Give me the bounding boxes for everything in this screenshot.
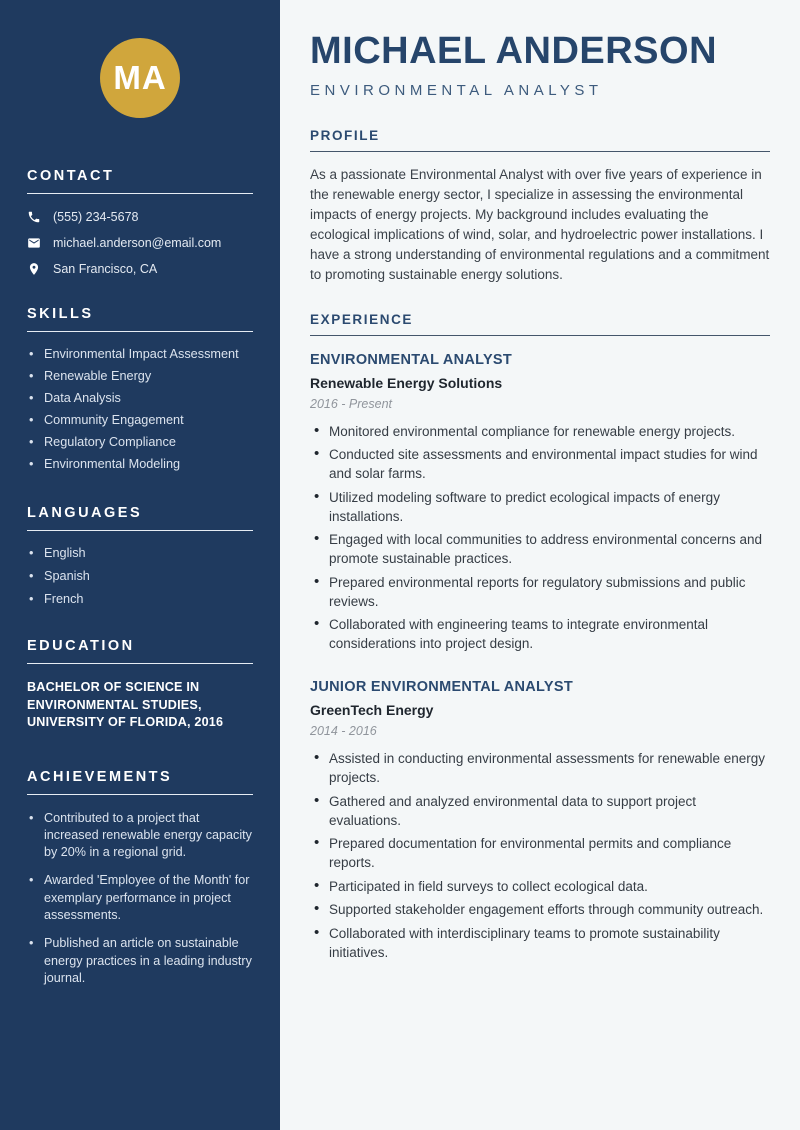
- avatar-initials: MA: [113, 59, 167, 96]
- contact-location-row: [27, 261, 253, 276]
- job-company: Renewable Energy Solutions: [310, 374, 503, 391]
- job-dates: 2016 - Present: [310, 396, 392, 411]
- job-bullet-item: • Participated in field surveys to collect ecological data.: [310, 877, 770, 896]
- job-bullet-item: • Prepared environmental reports for regulatory submissions and public reviews.: [310, 573, 770, 611]
- achievement-item: • Published an article on sustainable energy practices in a leading industry journal.: [27, 935, 253, 987]
- email-value: michael.anderson@email.com: [53, 235, 222, 250]
- location-value: San Francisco, CA: [53, 261, 158, 276]
- job-bullet-item: • Assisted in conducting environmental assessments for renewable energy projects.: [310, 749, 770, 787]
- job-entry-2: [310, 679, 770, 962]
- skill-item: • Environmental Impact Assessment: [27, 347, 253, 362]
- job-bullet-item: • Conducted site assessments and environmental impact studies for wind and solar farms.: [310, 445, 770, 483]
- sidebar: [0, 0, 280, 1130]
- job-bullet-item: • Utilized modeling software to predict ecological impacts of energy installations.: [310, 488, 770, 526]
- person-name: MICHAEL ANDERSON: [310, 30, 718, 72]
- languages-heading: LANGUAGES: [27, 505, 253, 531]
- contact-section: [27, 168, 253, 276]
- skill-item: • Renewable Energy: [27, 369, 253, 384]
- main-content: [280, 0, 800, 1130]
- phone-icon: [27, 210, 41, 224]
- skill-item: • Data Analysis: [27, 391, 253, 406]
- phone-value: (555) 234-5678: [53, 209, 139, 224]
- job-dates: 2014 - 2016: [310, 724, 377, 739]
- achievements-section: [27, 769, 253, 988]
- skills-list: [27, 347, 253, 472]
- profile-text: As a passionate Environmental Analyst with over five years of experience in the renewable energy sector, I specialize in assessing the environmental impacts of energy projects. My background includes evaluating the ecological implications of wind, solar, and hydroelectric power installations. I have a strong understanding of environmental regulations and a commitment to promoting sustainable energy solutions.: [310, 166, 770, 282]
- avatar: [100, 38, 180, 118]
- language-item: • Spanish: [27, 569, 253, 584]
- skill-item: • Regulatory Compliance: [27, 435, 253, 450]
- job-bullet-item: • Collaborated with interdisciplinary teams to promote sustainability initiatives.: [310, 924, 770, 962]
- language-item: • English: [27, 546, 253, 561]
- contact-email-row: [27, 235, 253, 250]
- job-bullet-item: • Gathered and analyzed environmental data to support project evaluations.: [310, 792, 770, 830]
- job-company: GreenTech Energy: [310, 702, 434, 719]
- achievements-list: [27, 810, 253, 988]
- job-bullet-item: • Monitored environmental compliance for renewable energy projects.: [310, 422, 770, 441]
- language-item: • French: [27, 592, 253, 607]
- job-title: JUNIOR ENVIRONMENTAL ANALYST: [310, 679, 573, 696]
- education-section: [27, 638, 253, 732]
- job-bullets: [310, 749, 770, 962]
- job-bullet-item: • Supported stakeholder engagement efforts through community outreach.: [310, 900, 770, 919]
- languages-list: [27, 546, 253, 607]
- job-bullet-item: • Prepared documentation for environmental permits and compliance reports.: [310, 834, 770, 872]
- job-entry-1: [310, 352, 770, 654]
- job-title: ENVIRONMENTAL ANALYST: [310, 351, 513, 368]
- job-bullets: [310, 422, 770, 654]
- achievement-item: • Contributed to a project that increased renewable energy capacity by 20% in a regional grid.: [27, 810, 253, 862]
- achievement-item: • Awarded 'Employee of the Month' for exemplary performance in project assessments.: [27, 872, 253, 924]
- skills-section: [27, 306, 253, 472]
- skill-item: • Community Engagement: [27, 413, 253, 428]
- achievements-heading: ACHIEVEMENTS: [27, 769, 253, 795]
- languages-section: [27, 505, 253, 607]
- experience-section: [310, 312, 770, 962]
- experience-heading: EXPERIENCE: [310, 312, 770, 336]
- location-pin-icon: [27, 262, 41, 276]
- education-heading: EDUCATION: [27, 638, 253, 664]
- skill-item: • Environmental Modeling: [27, 457, 253, 472]
- job-bullet-item: • Collaborated with engineering teams to integrate environmental considerations into project design.: [310, 615, 770, 653]
- person-role: ENVIRONMENTAL ANALYST: [310, 81, 603, 99]
- contact-heading: CONTACT: [27, 168, 253, 194]
- education-degree: BACHELOR OF SCIENCE IN ENVIRONMENTAL STUDIES, UNIVERSITY OF FLORIDA, 2016: [27, 680, 224, 729]
- job-bullet-item: • Engaged with local communities to address environmental concerns and promote sustainable practices.: [310, 530, 770, 568]
- skills-heading: SKILLS: [27, 306, 253, 332]
- profile-heading: PROFILE: [310, 128, 770, 152]
- contact-phone-row: [27, 209, 253, 224]
- profile-section: [310, 128, 770, 285]
- email-icon: [27, 236, 41, 250]
